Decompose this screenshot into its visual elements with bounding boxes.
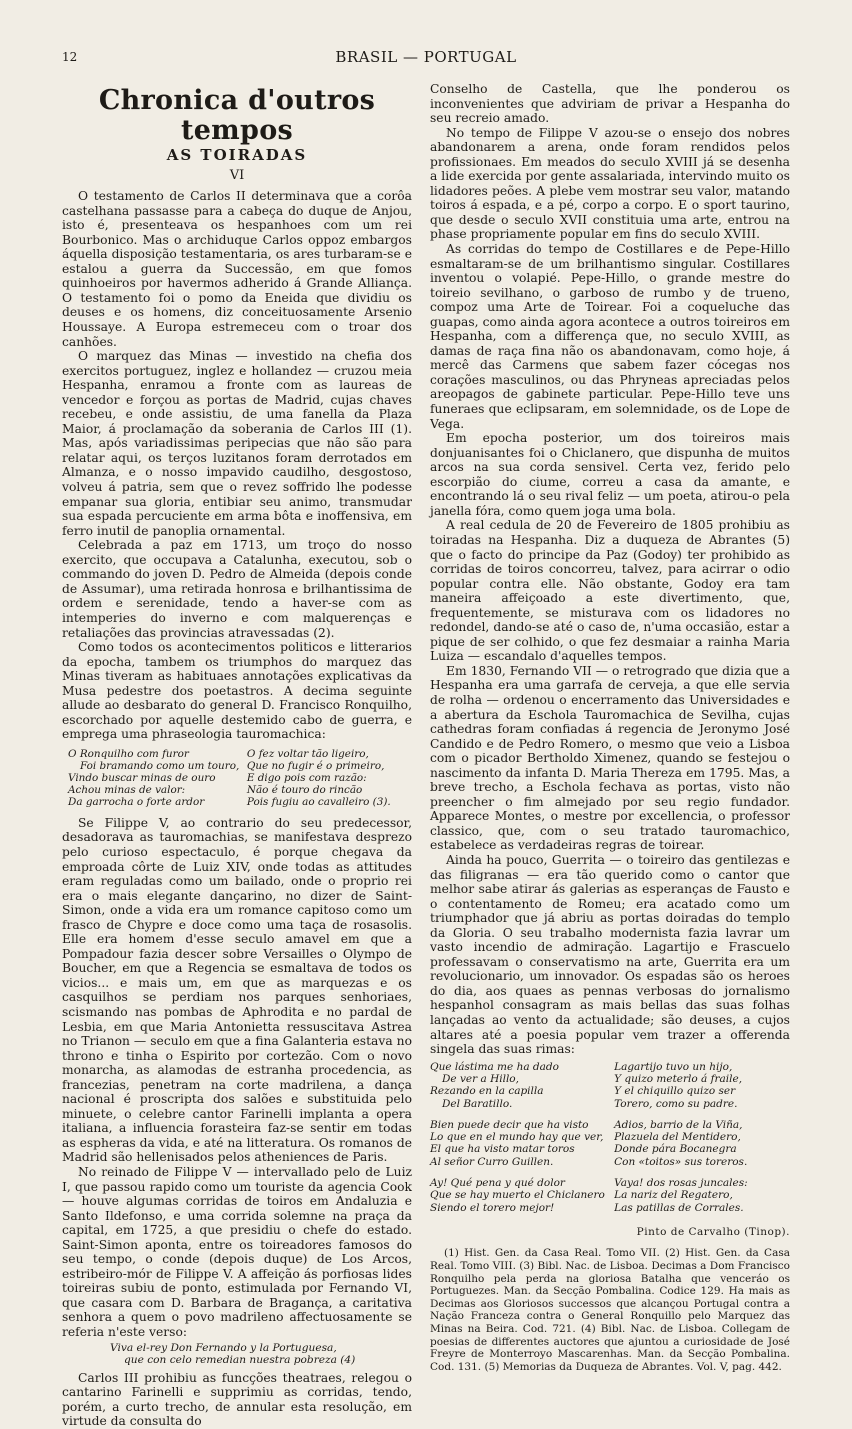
stanza: [430, 1177, 605, 1214]
popular-rhymes: [430, 1061, 784, 1223]
verse-line: Rezando en la capilla: [430, 1085, 544, 1098]
verse-line: Donde pára Bocanegra: [614, 1143, 737, 1156]
paragraph: Em 1830, Fernando VII — o retrogrado que dizia que a Hespanha era uma garrafa de cerveja, a que elle servia de rolha — ordenou o encerramento das Universidades e a abertura da Eschola Tauromachica de Sevilha, cujas cathedras foram confiadas á regencia de Jeronymo José Candido e de Pedro Romero, o mesmo que veio a Lisboa com o picador Bertholdo Ximenez, quando se festejou o nascimento da infanta D. Maria Thereza em 1795. Mas, a breve trecho, a Eschola fechava as portas, visto não preencher o fim almejado por seu regio fundador. Apparece Montes, o mestre por excellencia, o professor classico, que, com o seu tratado tauromachico, estabelece as verdadeiras regras de toirear.: [430, 663, 790, 853]
rhymes-right: [614, 1061, 784, 1223]
verse-line: Torero, como su padre.: [614, 1097, 738, 1110]
verse-line: Y quizo meterlo á fraile,: [614, 1072, 743, 1085]
verse-line: Siendo el torero mejor!: [430, 1201, 555, 1214]
footnotes: [430, 1247, 790, 1373]
article-subtitle: AS TOIRADAS: [166, 146, 308, 164]
paragraph: No tempo de Filippe V azou-se o ensejo dos nobres abandonarem a arena, onde foram rendidos pelos profissionaes. Em meados do seculo XVIII já se desenha a lide exercida por gente assalariada, intervindo muito os lidadores peões. A plebe vem mostrar seu valor, matando toiros á espada, e a pé, corpo a corpo. E o sport taurino, que desde o seculo XVII constituia uma arte, entrou na phase propriamente popular em fins do seculo XVIII.: [430, 125, 790, 242]
verse-line: Achou minas de valor:: [68, 783, 186, 796]
verse-line: Las patillas de Corrales.: [614, 1201, 744, 1214]
paragraph: Ainda ha pouco, Guerrita — o toireiro das gentilezas e das filigranas — era tão querido como o cantor que melhor sabe atirar ás galerias as esperanças de Fausto e o contentamento de Romeu; era acatado como um triumphador que já abriu as portas doiradas do templo da Gloria. O seu trabalho modernista fazia lavrar um vasto incendio de admiração. Lagartijo e Frascuelo professavam o conservatismo na arte, Guerrita era um revolucionario, um innovador. Os espadas são os heroes do dia, aos quaes as pennas verbosas do jornalismo hespanhol consagram as mais bellas das suas folhas lançadas ao vento da actualidade; são deuses, a cujos altares até a poesia popular vem trazer a offerenda singela das suas rimas:: [430, 852, 790, 1057]
stanza: [614, 1061, 784, 1110]
left-column: [62, 82, 412, 1429]
paragraph: O marquez das Minas — investido na chefia dos exercitos portuguez, inglez e hollandez — cruzou meia Hespanha, enramou a fronte com as laureas de vencedor e forçou as portas de Madrid, cujas chaves recebeu, e onde assistiu, de uma fanella da Plaza Maior, á proclamação da soberania de Carlos III (1). Mas, após variadissimas peripecias que não são para relatar aqui, os terços luzitanos foram derrotados em Almanza, e o nosso impavido caudilho, desgostoso, volveu á patria, sem que o revez soffrido lhe podesse empanar sua gloria, entibiar seu animo, transmudar sua espada percuciente em arma bôta e inoffensiva, em ferro inutil de panoplia ornamental.: [62, 349, 412, 538]
verse-line: Y el chiquillo quizo ser: [614, 1085, 736, 1098]
verse-line: El que ha visto matar toros: [430, 1143, 575, 1156]
verse-line: Que lástima me ha dado: [430, 1060, 559, 1073]
running-title: BRASIL — PORTUGAL: [335, 48, 517, 66]
section-number: VI: [229, 167, 245, 183]
verse-line: De ver a Hillo,: [442, 1072, 519, 1085]
verse-line: Vindo buscar minas de ouro: [68, 771, 216, 784]
verse-line: Plazuela del Mentidero,: [614, 1131, 741, 1144]
article-title: Chronica d'outros tempos: [98, 85, 376, 146]
verse-line: Foi bramando como um touro,: [80, 759, 240, 772]
verse-line: Al señor Curro Guillen.: [430, 1155, 554, 1168]
page-number: 12: [62, 50, 78, 64]
verse-line: Viva el-rey Don Fernando y la Portuguesa,: [110, 1341, 337, 1354]
verse-line: Da garrocha o forte ardor: [68, 795, 205, 808]
verse-line: Adios, barrio de la Viña,: [614, 1118, 743, 1131]
paragraph: A real cedula de 20 de Fevereiro de 1805 prohibiu as toiradas na Hespanha. Diz a duqueza de Abrantes (5) que o facto do principe da Paz (Godoy) ter prohibido as corridas de toiros concorreu, talvez, para acirrar o odio popular contra elle. Não obstante, Godoy era tam maneira affeiçoado a este divertimento, que, frequentemente, se misturava com os lidadores no redondel, dando-se até o caso de, n'uma occasião, estar a pique de ser colhido, o que fez desmaiar a rainha Maria Luiza — escandalo d'aquelles tempos.: [430, 518, 790, 664]
verse-line: que con celo remedian nuestra pobreza (4): [124, 1354, 356, 1367]
stanza: [430, 1061, 600, 1110]
paragraph: Se Filippe V, ao contrario do seu predecessor, desadorava as tauromachias, se manifestava desprezo pelo curioso espectaculo, é porque chegava da emproada côrte de Luiz XIV, onde todas as attitudes eram reguladas como um bailado, onde o proprio rei era o mais elegante dançarino, no dizer de Saint-Simon, onde a vida era um romance capitoso como um frasco de Chypre e doce como uma taça de rosasolis. Elle era homem d'esse seculo amavel em que a Pompadour fazia descer sobre Versailles o Olympo de Boucher, em que a Regencia se esmaltava de todos os vicios... e mais um, em que as marquezas e os casquilhos se perdiam nos parques senhoriaes, scismando nas pombas de Aphrodita e no pardal de Lesbia, em que Maria Antonietta ressuscitava Astrea no Trianon — seculo em que a fina Galanteria estava no throno e tinha o Espirito por cortezão. Com o novo monarcha, as alamodas de estranha procedencia, as francezias, penetram na corte madrilena, a dança nacional é proscripta dos salões e substituida pelo minuete, o celebre cantor Farinelli implanta a opera italiana, a influencia forasteira faz-se sentir em todas as espheras da vida, e até na litteratura. Os romanos de Madrid são hellenisados pelos atheniences de Paris.: [62, 815, 412, 1165]
verse-line: Ay! Qué pena y qué dolor: [430, 1177, 565, 1190]
paragraph: No reinado de Filippe V — intervallado pelo de Luiz I, que passou rapido como um touriste da agencia Cook — houve algumas corridas de toiros em Andaluzia e Santo Ildefonso, e uma corrida solemne na praça da capital, em 1725, a que presidiu o chefe do estado. Saint-Simon aponta, entre os toireadores famosos do seu tempo, o conde (depois duque) de Los Arcos, estribeiro-mór de Filippe V. A affeição ás porfiosas lides toireiras subiu de ponto, estimulada por Fernando VI, que casara com D. Barbara de Bragança, a caritativa senhora a quem o povo madrileno affectuosamente se referia n'este verso:: [62, 1165, 412, 1340]
verse-line: Pois fugiu ao cavalleiro (3).: [246, 795, 391, 808]
verse-line: Não é touro do rincão: [246, 783, 363, 796]
verse-line: La nariz del Regatero,: [614, 1189, 733, 1202]
verse-line: Con «toitos» sus toreros.: [614, 1155, 748, 1168]
stanza: [614, 1177, 784, 1214]
rhymes-left: [430, 1060, 605, 1223]
verse-line: Del Baratillo.: [442, 1097, 513, 1110]
decima-left: [68, 747, 240, 808]
paragraph: Em epocha posterior, um dos toireiros mais donjuanisantes foi o Chiclanero, que dispunha de muitos arcos na sua corda sensivel. Certa vez, ferido pelo escorpião do ciume, correu a casa da amante, e encontrando lá o seu rival feliz — um poeta, atirou-o pela janella fóra, como quem joga uma bola.: [430, 431, 790, 518]
paragraph: As corridas do tempo de Costillares e de Pepe-Hillo esmaltaram-se de um brilhantismo singular. Costillares inventou o volapié. Pepe-Hillo, o grande mestre do toireio sevilhano, o garboso de rumbo y de trueno, compoz uma Arte de Toirear. Foi a coqueluche das guapas, como ainda agora acontece a outros toireiros em Hespanha, com a differença que, no seculo XVIII, as damas de raça fina não os abandonavam, como hoje, á mercê das Carmens que sabem fazer cócegas nos corações masculinos, ou das Phryneas apreciadas pelos areopagos de gabinete particular. Pepe-Hillo teve uns funeraes que eclipsaram, em solemnidade, os de Lope de Vega.: [430, 242, 790, 431]
paragraph: Como todos os acontecimentos politicos e litterarios da epocha, tambem os triumphos do marquez das Minas tiveram as habituaes annotações explicativas da Musa pedestre dos poetastros. A decima seguinte allude ao desbarato do general D. Francisco Ronquilho, escorchado por aquelle destemido cabo de guerra, e emprega uma phraseologia tauromachica:: [62, 640, 412, 742]
verse-line: O fez voltar tão ligeiro,: [246, 747, 369, 760]
decima-right: [247, 748, 412, 808]
verse-line: Vaya! dos rosas juncales:: [614, 1177, 748, 1190]
verse-line: O Ronquilho com furor: [68, 747, 189, 760]
verse-line: Que no fugir é o primeiro,: [246, 759, 385, 772]
verse-line: E digo pois com razão:: [246, 771, 367, 784]
stanza: [430, 1118, 604, 1168]
verse-line: Que se hay muerto el Chiclanero: [430, 1189, 605, 1202]
verse-line: Lagartijo tuvo un hijo,: [614, 1060, 733, 1073]
verse-line: Lo que en el mundo hay que ver,: [430, 1131, 604, 1144]
verse-line: Bien puede decir que ha visto: [430, 1118, 589, 1131]
stanza: [614, 1119, 784, 1168]
page-header: [62, 46, 790, 68]
right-column: [430, 82, 790, 1373]
decima-verse: [68, 748, 412, 808]
paragraph: Conselho de Castella, que lhe ponderou os inconvenientes que adviriam de privar a Hespanha do seu recreio amado.: [430, 82, 790, 126]
short-quote: [110, 1342, 412, 1367]
paragraph: Celebrada a paz em 1713, um troço do nosso exercito, que occupava a Catalunha, executou, sob o commando do joven D. Pedro de Almeida (depois conde de Assumar), uma retirada honrosa e brilhantissima de ordem e serenidade, tendo a haver-se com as intemperies do inverno e com malquerenças e retaliações das provincias atravessadas (2).: [62, 538, 412, 640]
author-signature: Pinto de Carvalho (Tinop).: [636, 1225, 790, 1238]
paragraph: O testamento de Carlos II determinava que a corôa castelhana passasse para a cabeça do duque de Anjou, isto é, presenteava os hespanhoes com um rei Bourbonico. Mas o archiduque Carlos oppoz embargos áquella disposição testamentaria, os ares turbaram-se e estalou a guerra da Successão, em que fomos quinhoeiros por havermos adherido á Grande Alliança. O testamento foi o pomo da Eneida que dividiu os deuses e os homens, diz conceituosamente Arsenio Houssaye. A Europa estremeceu com o troar dos canhões.: [62, 189, 412, 349]
paragraph: Carlos III prohibiu as funcções theatraes, relegou o cantarino Farinelli e supprimiu as corridas, tendo, porém, a curto trecho, de annular esta resolução, em virtude da consulta do: [62, 1370, 412, 1429]
footnote-text: (1) Hist. Gen. da Casa Real. Tomo VII. (2) Hist. Gen. da Casa Real. Tomo VIII. (3) Bibl. Nac. de Lisboa. Decimas a Dom Francisco Ronquilho pela perda na gloriosa Batalha que venceráo os Portuguezes. Man. da Secção Pombalina. Codice 129. Ha mais as Decimas aos Gloriosos successos que alcançou Portugal contra a Nação Franceza contra o General Ronquillo pelo Marquez das Minas na Beira. Cod. 721. (4) Bibl. Nac. de Lisboa. Collegam de poesias de differentes auctores que ajuntou a curiosidade de José Freyre de Monterroyo Mascarenhas. Man. da Secção Pombalina. Cod. 131. (5) Memorias da Duqueza de Abrantes. Vol. V, pag. 442.: [430, 1247, 790, 1373]
